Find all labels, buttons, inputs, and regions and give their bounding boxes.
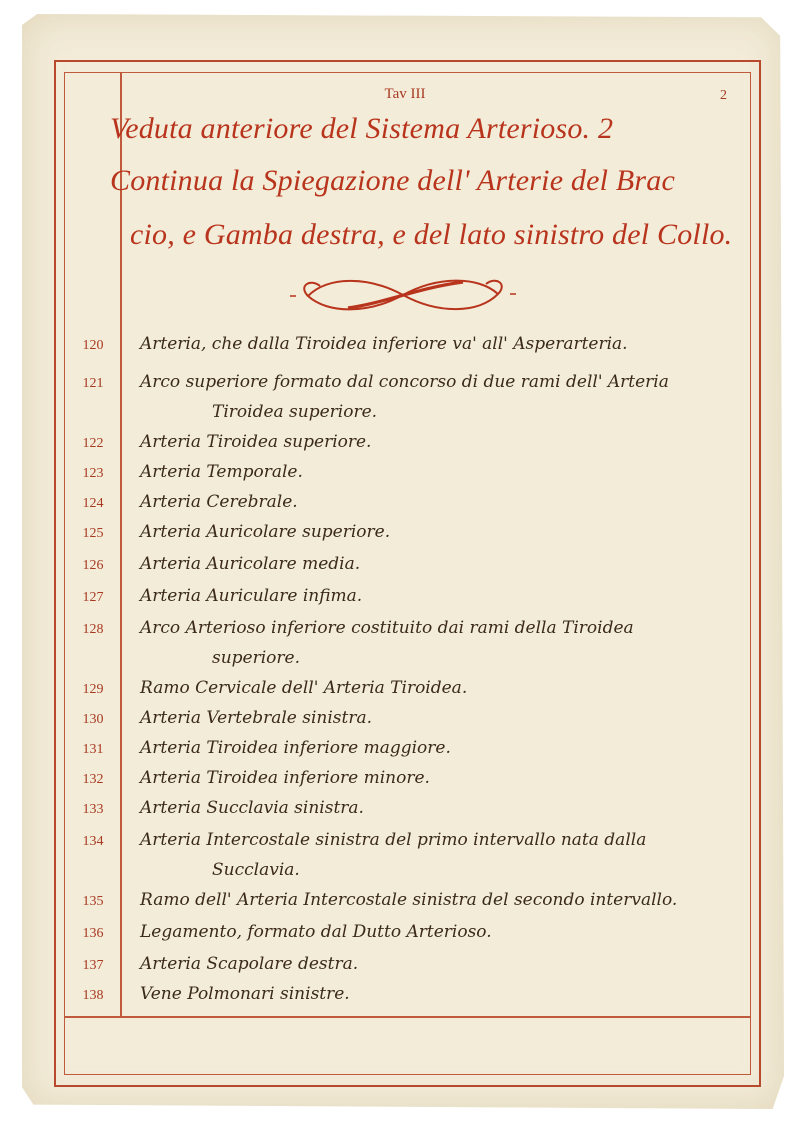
entry-number: 122 <box>82 436 104 451</box>
entry-text: Arteria Temporale. <box>140 462 303 482</box>
entry-text: Arteria Tiroidea inferiore maggiore. <box>140 738 451 758</box>
entry-number: 120 <box>82 338 104 353</box>
calligraphic-flourish-ornament <box>288 272 518 318</box>
entry-number: 136 <box>82 926 104 941</box>
entry-text: Arteria Succlavia sinistra. <box>140 798 364 818</box>
entry-number: 124 <box>82 496 104 511</box>
entry-number: 133 <box>82 802 104 817</box>
entry-text: Arco superiore formato dal concorso di due rami dell' Arteria <box>140 372 669 392</box>
entry-text: Ramo Cervicale dell' Arteria Tiroidea. <box>140 678 468 698</box>
entry-number: 129 <box>82 682 104 697</box>
entry-text: Arteria, che dalla Tiroidea inferiore va' all' Asperarteria. <box>140 334 628 354</box>
entry-text: Vene Polmonari sinistre. <box>140 984 350 1004</box>
entry-number: 132 <box>82 772 104 787</box>
entry-number: 130 <box>82 712 104 727</box>
entry-number: 134 <box>82 834 104 849</box>
number-column-rule <box>120 72 122 1017</box>
entry-text: Arteria Auricolare superiore. <box>140 522 391 542</box>
entry-text: Ramo dell' Arteria Intercostale sinistra del secondo intervallo. <box>140 890 678 910</box>
entry-text: Arteria Auricolare media. <box>140 554 361 574</box>
entry-text: Legamento, formato dal Dutto Arterioso. <box>140 922 492 942</box>
page-number: 2 <box>720 88 727 103</box>
entry-text: Arteria Intercostale sinistra del primo intervallo nata dalla <box>140 830 647 850</box>
entry-number: 126 <box>82 558 104 573</box>
entry-number: 127 <box>82 590 104 605</box>
entry-text: Arteria Scapolare destra. <box>140 954 359 974</box>
entry-text-continuation: Tiroidea superiore. <box>212 402 378 422</box>
entry-text: Arteria Auriculare infima. <box>140 586 363 606</box>
entry-number: 131 <box>82 742 104 757</box>
entry-number: 135 <box>82 894 104 909</box>
title-line-3: cio, e Gamba destra, e del lato sinistro del Collo. <box>130 218 733 251</box>
entry-number: 138 <box>82 988 104 1003</box>
entry-text: Arco Arterioso inferiore costituito dai rami della Tiroidea <box>140 618 634 638</box>
entry-number: 137 <box>82 958 104 973</box>
entry-number: 125 <box>82 526 104 541</box>
title-line-1: Veduta anteriore del Sistema Arterioso. 2 <box>110 112 614 145</box>
entry-text-continuation: Succlavia. <box>212 860 300 880</box>
entry-number: 123 <box>82 466 104 481</box>
entry-text-continuation: superiore. <box>212 648 301 668</box>
title-line-2: Continua la Spiegazione dell' Arterie del Brac <box>110 164 675 197</box>
entry-number: 128 <box>82 622 104 637</box>
entry-text: Arteria Tiroidea inferiore minore. <box>140 768 430 788</box>
entry-text: Arteria Cerebrale. <box>140 492 298 512</box>
entry-text: Arteria Tiroidea superiore. <box>140 432 372 452</box>
plate-label: Tav III <box>384 86 426 102</box>
entry-number: 121 <box>82 376 104 391</box>
entry-text: Arteria Vertebrale sinistra. <box>140 708 373 728</box>
bottom-rule <box>64 1016 751 1018</box>
